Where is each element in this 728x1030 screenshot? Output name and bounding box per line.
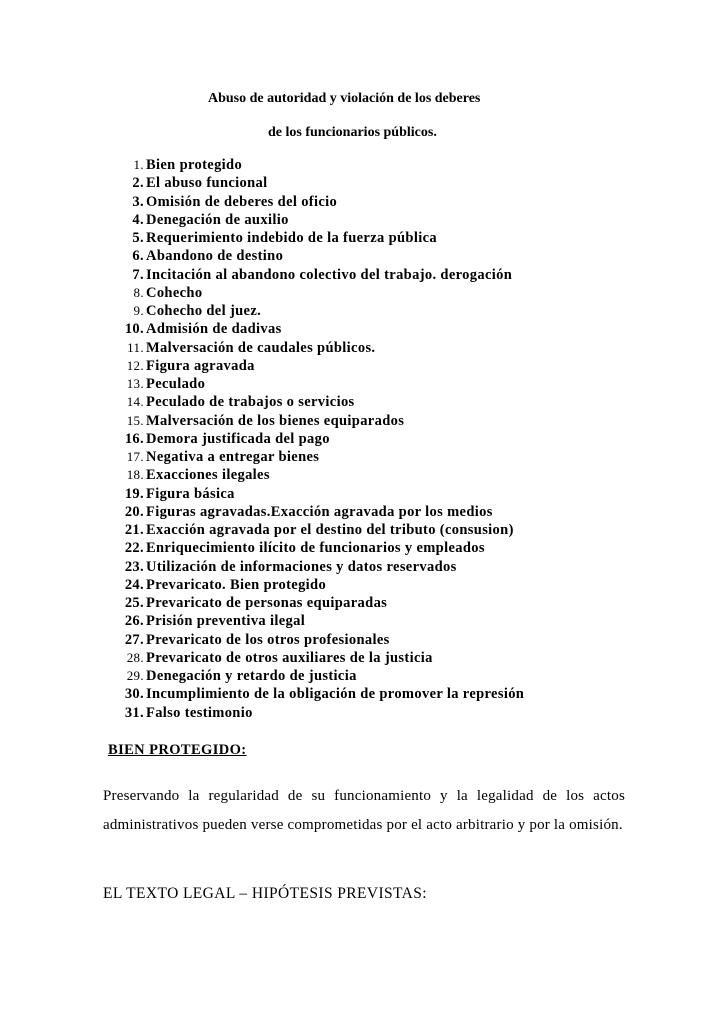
list-item xyxy=(100,612,524,630)
list-item xyxy=(100,667,524,685)
list-item-number: 11. xyxy=(127,339,144,355)
list-item-text: Abandono de destino xyxy=(146,248,284,265)
list-item-text: Cohecho del juez. xyxy=(146,303,262,319)
list-item-number: 26. xyxy=(124,613,144,630)
list-item-text: Prevaricato de los otros profesionales xyxy=(146,631,390,648)
list-item xyxy=(100,320,524,338)
list-item-number: 7. xyxy=(132,266,144,283)
list-item-text: Incumplimiento de la obligación de promover la represión xyxy=(146,686,525,703)
list-item-text: Omisión de deberes del oficio xyxy=(146,193,338,210)
list-item-text: Prisión preventiva ilegal xyxy=(146,613,306,630)
list-item-text: El abuso funcional xyxy=(146,175,268,192)
list-item-number: 14. xyxy=(126,394,144,410)
list-item-number: 20. xyxy=(124,503,144,520)
list-item-number: 8. xyxy=(133,284,144,300)
list-item-number: 21. xyxy=(124,522,144,538)
list-item xyxy=(100,430,524,448)
list-item xyxy=(100,485,524,503)
list-item-number: 12. xyxy=(126,357,144,373)
list-item xyxy=(100,594,524,612)
list-item xyxy=(100,247,524,265)
list-item xyxy=(100,229,524,247)
document-title-line-1: Abuso de autoridad y violación de los deberes xyxy=(208,91,481,106)
list-item xyxy=(100,649,524,667)
list-item-number: 13. xyxy=(126,376,144,391)
list-item xyxy=(100,521,524,539)
list-item-number: 10. xyxy=(124,321,144,338)
list-item-text: Bien protegido xyxy=(146,157,243,173)
list-item-text: Figura básica xyxy=(146,485,235,502)
list-item xyxy=(100,685,524,703)
list-item-text: Utilización de informaciones y datos reservados xyxy=(146,558,457,575)
list-item-number: 22. xyxy=(124,540,144,557)
list-item xyxy=(100,266,524,284)
list-item xyxy=(100,539,524,557)
list-item-text: Denegación y retardo de justicia xyxy=(146,668,357,684)
list-item-text: Requerimiento indebido de la fuerza pública xyxy=(146,230,437,246)
list-item-text: Negativa a entregar bienes xyxy=(146,449,320,465)
list-item-text: Prevaricato. Bien protegido xyxy=(146,576,327,593)
list-item-text: Malversación de caudales públicos. xyxy=(146,339,376,356)
list-item xyxy=(100,448,524,466)
list-item-number: 23. xyxy=(124,558,144,575)
list-item xyxy=(100,302,524,320)
list-item-number: 25. xyxy=(124,595,144,611)
list-item-text: Denegación de auxilio xyxy=(146,211,289,228)
section-heading-texto-legal: EL TEXTO LEGAL – HIPÓTESIS PREVISTAS: xyxy=(103,885,427,902)
list-item-number: 18. xyxy=(126,467,144,483)
table-of-contents xyxy=(100,156,524,722)
list-item-text: Falso testimonio xyxy=(146,704,253,721)
list-item xyxy=(100,704,524,722)
list-item-number: 24. xyxy=(124,576,144,593)
list-item-text: Incitación al abandono colectivo del trabajo. derogación xyxy=(146,266,513,283)
list-item xyxy=(100,393,524,411)
list-item xyxy=(100,284,524,302)
list-item-number: 19. xyxy=(124,485,144,502)
list-item-number: 28. xyxy=(126,649,144,665)
list-item-text: Peculado de trabajos o servicios xyxy=(146,394,355,411)
list-item-text: Cohecho xyxy=(146,284,203,301)
list-item xyxy=(100,412,524,430)
list-item-number: 29. xyxy=(126,668,144,683)
section-heading-bien-protegido: BIEN PROTEGIDO: xyxy=(108,742,247,758)
list-item-number: 15. xyxy=(126,412,144,428)
list-item-number: 6. xyxy=(132,248,144,265)
list-item-number: 31. xyxy=(124,704,144,721)
list-item-number: 17. xyxy=(126,449,144,464)
list-item-number: 5. xyxy=(132,230,144,246)
list-item-number: 4. xyxy=(132,211,144,228)
document-title-line-2: de los funcionarios públicos. xyxy=(268,125,437,140)
list-item-number: 16. xyxy=(124,430,144,447)
list-item-text: Exacciones ilegales xyxy=(146,467,270,484)
list-item xyxy=(100,375,524,393)
list-item xyxy=(100,211,524,229)
list-item-number: 3. xyxy=(132,193,144,210)
list-item-number: 1. xyxy=(133,157,144,172)
list-item-text: Enriquecimiento ilícito de funcionarios y empleados xyxy=(146,540,485,557)
list-item-text: Exacción agravada por el destino del tributo (consusion) xyxy=(146,522,514,538)
list-item-text: Figura agravada xyxy=(146,357,255,374)
list-item-text: Malversación de los bienes equiparados xyxy=(146,412,405,429)
list-item xyxy=(100,466,524,484)
list-item-number: 27. xyxy=(124,631,144,648)
list-item-text: Admisión de dadivas xyxy=(146,321,282,338)
list-item-number: 9. xyxy=(133,303,144,318)
list-item-text: Peculado xyxy=(146,376,206,392)
list-item xyxy=(100,503,524,521)
list-item xyxy=(100,174,524,192)
list-item-text: Prevaricato de otros auxiliares de la justicia xyxy=(146,649,433,666)
list-item xyxy=(100,357,524,375)
list-item xyxy=(100,576,524,594)
list-item-text: Figuras agravadas.Exacción agravada por los medios xyxy=(146,503,493,520)
list-item xyxy=(100,558,524,576)
list-item xyxy=(100,193,524,211)
body-paragraph: Preservando la regularidad de su funcionamiento y la legalidad de los actos administrativos pueden verse comprometidas por el acto arbitrario y por la omisión. xyxy=(103,788,625,833)
list-item xyxy=(100,156,524,174)
list-item xyxy=(100,339,524,357)
list-item-number: 2. xyxy=(132,175,144,192)
list-item-number: 30. xyxy=(124,686,144,703)
list-item xyxy=(100,631,524,649)
list-item-text: Demora justificada del pago xyxy=(146,430,330,447)
list-item-text: Prevaricato de personas equiparadas xyxy=(146,595,388,611)
